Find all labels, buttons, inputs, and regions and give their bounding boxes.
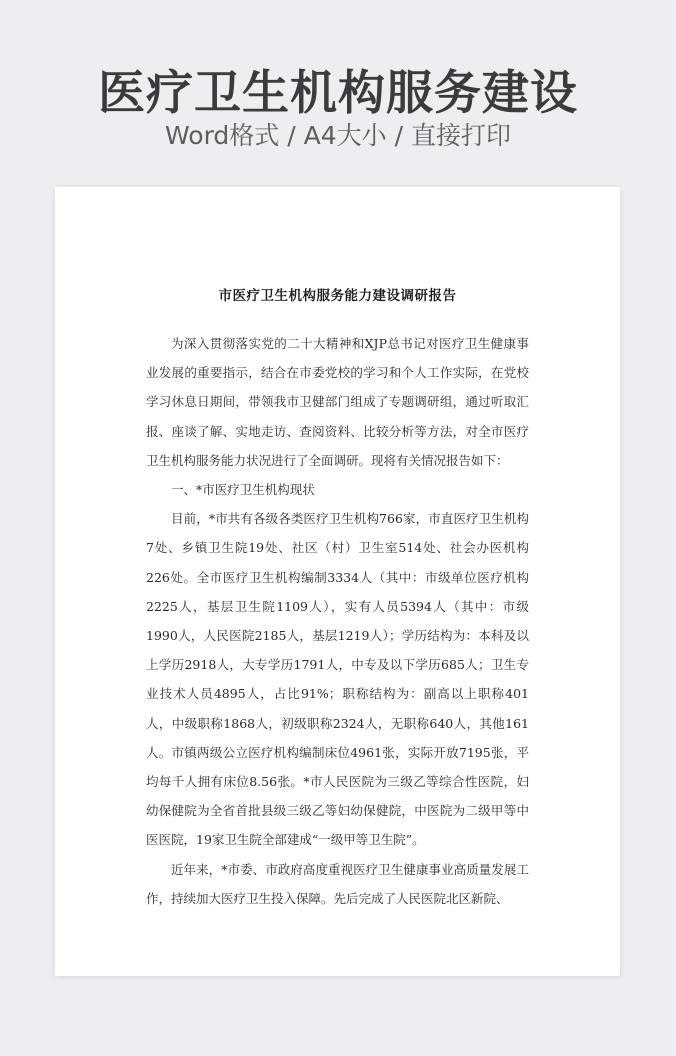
- page-heading: 医疗卫生机构服务建设: [98, 66, 578, 121]
- section-heading: 一、*市医疗卫生机构现状: [171, 482, 315, 498]
- paragraph-status: 目前，*市共有各级各类医疗卫生机构766家，市直医疗卫生机构7处、乡镇卫生院19处、社区（村）卫生室514处、社会办医机构226处。全市医疗卫生机构编制3334人（其中：市级单位医疗机构2225人，基层卫生院1109人），实有人员5394人（其中：市级1990人，人民医院2185人，基层1219人）；学历结构为：本科及以上学历2918人，大专学历1791人，中专及以下学历685人；卫生专业技术人员4895人，占比91%；职称结构为：副高以上职称401人，中级职称1868人，初级职称2324人，无职称640人，其他161人。市镇两级公立医疗机构编制床位4961张，实际开放7195张，平均每千人拥有床位8.56张。*市人民医院为三级乙等综合性医院，妇幼保健院为全省首批县级三级乙等妇幼保健院，中医院为二级甲等中医医院，19家卫生院全部建成“一级甲等卫生院”。: [146, 511, 529, 848]
- paragraph-recent: 近年来，*市委、市政府高度重视医疗卫生健康事业高质量发展工作，持续加大医疗卫生投入保障。先后完成了人民医院北区新院、: [146, 861, 529, 906]
- document-body: [146, 329, 529, 913]
- paragraph-intro: 为深入贯彻落实党的二十大精神和XJP总书记对医疗卫生健康事业发展的重要指示，结合在市委党校的学习和个人工作实际，在党校学习休息日期间，带领我市卫健部门组成了专题调研组，通过听取汇报、座谈了解、实地走访、查阅资料、比较分析等方法，对全市医疗卫生机构服务能力状况进行了全面调研。现将有关情况报告如下：: [146, 336, 529, 468]
- page-subheading: Word格式 / A4大小 / 直接打印: [165, 121, 511, 150]
- document-page: [55, 187, 620, 976]
- document-title: 市医疗卫生机构服务能力建设调研报告: [218, 288, 457, 304]
